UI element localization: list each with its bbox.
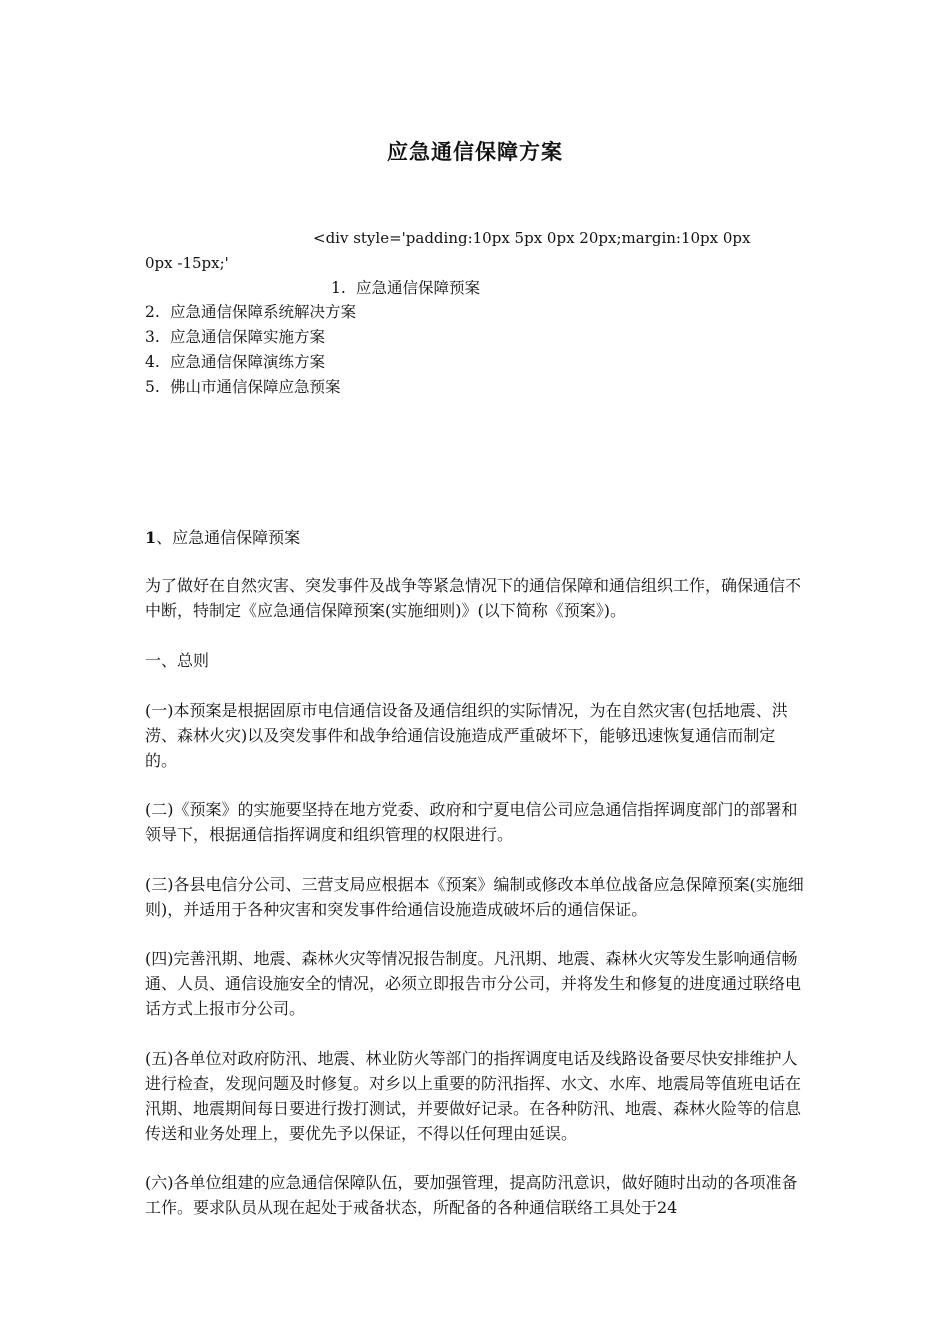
toc-item-1[interactable] bbox=[331, 276, 480, 298]
toc-item-label: 应急通信保障演练方案 bbox=[170, 353, 326, 371]
code-snippet-line-1: <div style='padding:10px 5px 0px 20px;margin:10px 0px bbox=[313, 229, 751, 247]
section-heading bbox=[145, 525, 300, 548]
toc-item-3[interactable] bbox=[145, 325, 356, 350]
paragraph-intro: 为了做好在自然灾害、突发事件及战争等紧急情况下的通信保障和通信组织工作，确保通信不中断，特制定《应急通信保障预案(实施细则)》(以下简称《预案》)。 bbox=[145, 576, 802, 620]
toc-item-label: 应急通信保障预案 bbox=[356, 279, 481, 297]
paragraph-clause-5: (五)各单位对政府防汛、地震、林业防火等部门的指挥调度电话及线路设备要尽快安排维护人进行检查，发现问题及时修复。对乡以上重要的防汛指挥、水文、水库、地震局等值班电话在汛期、地震期间每日要进行拨打测试，并要做好记录。在各种防汛、地震、森林火险等的信息传送和业务处理上，要优先予以保证，不得以任何理由延误。 bbox=[145, 1049, 802, 1143]
toc-item-number: 3. bbox=[145, 328, 160, 346]
code-snippet-line-2: 0px -15px;' bbox=[145, 254, 229, 272]
toc-item-number: 1. bbox=[331, 279, 346, 297]
paragraph-clause-2: (二)《预案》的实施要坚持在地方党委、政府和宁夏电信公司应急通信指挥调度部门的部署和领导下，根据通信指挥调度和组织管理的权限进行。 bbox=[145, 800, 798, 844]
toc-item-label: 应急通信保障系统解决方案 bbox=[170, 303, 357, 321]
toc-item-number: 2. bbox=[145, 303, 160, 321]
table-of-contents bbox=[145, 300, 356, 400]
paragraph-general-heading: 一、总则 bbox=[145, 651, 210, 670]
toc-item-5[interactable] bbox=[145, 375, 356, 400]
toc-item-4[interactable] bbox=[145, 350, 356, 375]
paragraph-clause-4: (四)完善汛期、地震、森林火灾等情况报告制度。凡汛期、地震、森林火灾等发生影响通信畅通、人员、通信设施安全的情况，必须立即报告市分公司，并将发生和修复的进度通过联络电话方式上报市分公司。 bbox=[145, 949, 802, 1018]
toc-item-number: 5. bbox=[145, 378, 160, 396]
toc-item-2[interactable] bbox=[145, 300, 356, 325]
toc-item-label: 应急通信保障实施方案 bbox=[170, 328, 326, 346]
document-title: 应急通信保障方案 bbox=[387, 140, 563, 164]
paragraph-clause-3: (三)各县电信分公司、三营支局应根据本《预案》编制或修改本单位战备应急保障预案(实施细则)，并适用于各种灾害和突发事件给通信设施造成破坏后的通信保证。 bbox=[145, 875, 804, 919]
toc-item-label: 佛山市通信保障应急预案 bbox=[170, 378, 341, 396]
section-number: 1 bbox=[145, 528, 157, 547]
paragraph-clause-1: (一)本预案是根据固原市电信通信设备及通信组织的实际情况，为在自然灾害(包括地震、洪涝、森林火灾)以及突发事件和战争给通信设施造成严重破坏下，能够迅速恢复通信而制定的。 bbox=[145, 701, 788, 770]
paragraph-clause-6: (六)各单位组建的应急通信保障队伍，要加强管理，提高防汛意识，做好随时出动的各项准备工作。要求队员从现在起处于戒备状态，所配备的各种通信联络工具处于24 bbox=[145, 1173, 798, 1217]
toc-item-number: 4. bbox=[145, 353, 160, 371]
section-title: 、应急通信保障预案 bbox=[156, 528, 301, 547]
